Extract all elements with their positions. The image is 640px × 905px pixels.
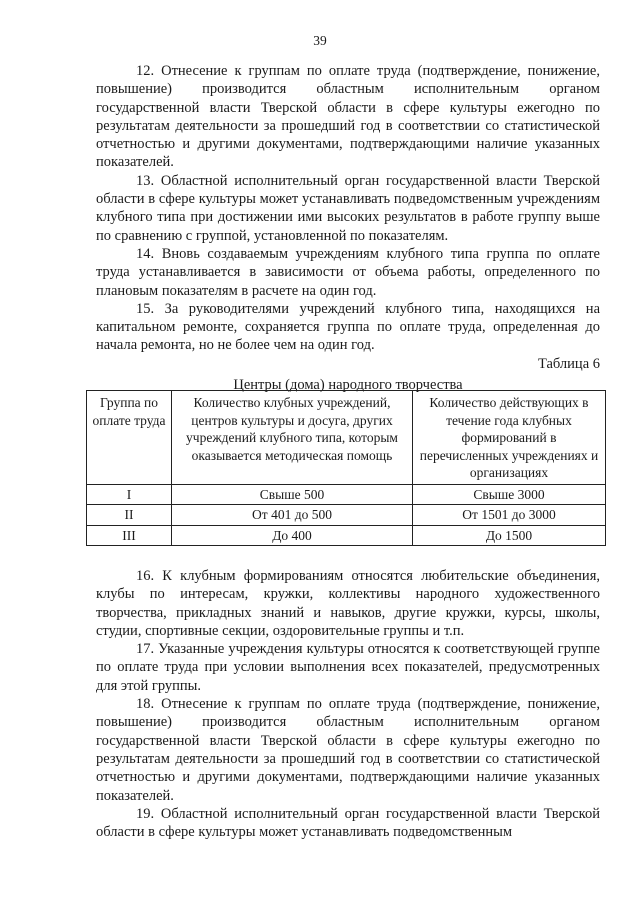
table-cell-group: III xyxy=(87,525,172,546)
table-cell-formations: Свыше 3000 xyxy=(413,484,606,505)
table-title: Центры (дома) народного творчества xyxy=(233,377,463,394)
table-row xyxy=(87,484,606,505)
header-institutions: Количество клубных учреждений, центров культуры и досуга, других учреждений клубного типа, которым оказывается методическая помощь xyxy=(172,391,413,485)
table-cell-institutions: От 401 до 500 xyxy=(172,505,413,526)
table-cell-institutions: До 400 xyxy=(172,525,413,546)
header-formations: Количество действующих в течение года клубных формирований в перечисленных учреждениях и организациях xyxy=(413,391,606,485)
table-label: Таблица 6 xyxy=(537,355,600,372)
body-text-top xyxy=(96,62,600,394)
table-cell-formations: До 1500 xyxy=(413,525,606,546)
paragraph-14: 14. Вновь создаваемым учреждениям клубного типа группа по оплате труда устанавливается в зависимости от объема работы, определенного по плановым показателям в расчете на один год. xyxy=(96,245,600,299)
header-group: Группа по оплате труда xyxy=(87,391,172,485)
page-number: 39 xyxy=(313,33,327,48)
table-cell-formations: От 1501 до 3000 xyxy=(413,505,606,526)
table-cell-group: II xyxy=(87,505,172,526)
table-header-row xyxy=(87,391,606,485)
body-text-bottom xyxy=(96,567,600,841)
table-cell-institutions: Свыше 500 xyxy=(172,484,413,505)
paragraph-18: 18. Отнесение к группам по оплате труда (подтверждение, понижение, повышение) производится областным исполнительным органом государственной власти Тверской области в сфере культуры ежегодно по результатам деятельности за прошедший год в соответствии со статистической отчетностью и другими документами, подтверждающими наличие указанных показателей. xyxy=(96,696,600,804)
paragraph-12: 12. Отнесение к группам по оплате труда (подтверждение, понижение, повышение) производится областным исполнительным органом государственной власти Тверской области в сфере культуры ежегодно по результатам деятельности за прошедший год в соответствии со статистической отчетностью и другими документами, подтверждающими наличие указанных показателей. xyxy=(96,63,600,171)
table-row xyxy=(87,505,606,526)
paragraph-17: 17. Указанные учреждения культуры относятся к соответствующей группе по оплате труда при условии выполнения всех показателей, предусмотренных для этой группы. xyxy=(96,641,600,694)
pay-groups-table xyxy=(86,390,606,546)
paragraph-15: 15. За руководителями учреждений клубного типа, находящихся на капитальном ремонте, сохраняется группа по оплате труда, определенная до начала ремонта, но не более чем на один год. xyxy=(96,300,600,354)
paragraph-13: 13. Областной исполнительный орган государственной власти Тверской области в сфере культуры может устанавливать подведомственным учреждениям клубного типа при достижении ими высоких результатов в работе группу выше по сравнению с группой, установленной по показателям. xyxy=(96,172,600,244)
table-cell-group: I xyxy=(87,484,172,505)
paragraph-19: 19. Областной исполнительный орган государственной власти Тверской области в сфере культуры может устанавливать подведомственным xyxy=(96,805,600,841)
table-row xyxy=(87,525,606,546)
paragraph-16: 16. К клубным формированиям относятся любительские объединения, клубы по интересам, кружки, коллективы народного художественного творчества, прикладных знаний и навыков, другие кружки, курсы, школы, студии, спортивные секции, оздоровительные группы и т.п. xyxy=(96,568,600,639)
